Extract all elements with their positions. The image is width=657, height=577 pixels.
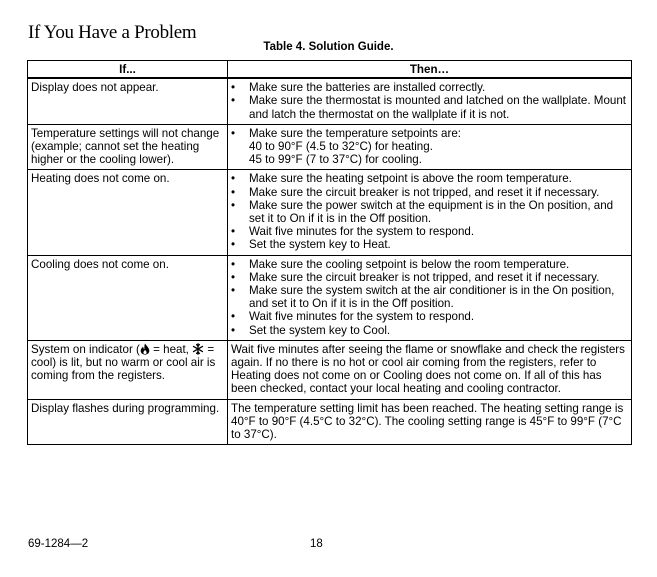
bullet-item [231, 199, 628, 225]
table-row [28, 170, 632, 255]
bullet-item [231, 127, 628, 140]
if-text-heat: = heat, [149, 342, 193, 356]
bullet-dot: • [231, 238, 236, 252]
table-row [28, 340, 632, 399]
bullet-text: Make sure the cooling setpoint is below the room temperature. [249, 257, 570, 271]
flame-icon [140, 343, 150, 355]
bullet-item [231, 284, 628, 310]
bullet-text: Wait five minutes for the system to respond. [249, 310, 475, 324]
bullet-dot: • [231, 185, 236, 199]
bullet-item [231, 172, 628, 185]
bullet-item [231, 81, 628, 94]
table-row [28, 124, 632, 170]
then-cell: Wait five minutes after seeing the flame or snowflake and check the registers again. If no there is no hot or cool air coming from the registers, refer to Heating does not come on or Cooling does not come on. If all of this has been checked, contact your local heating and cooling contractor. [228, 340, 632, 399]
table-row [28, 399, 632, 445]
bullet-text: Set the system key to Cool. [249, 323, 391, 337]
if-cell: Temperature settings will not change (example; cannot set the heating higher or the cooling lower). [28, 124, 228, 170]
bullet-list [231, 172, 628, 251]
bullet-text: Make sure the system switch at the air conditioner is in the On position, and set it to On if it is in the Off position. [249, 284, 615, 311]
then-cell [228, 255, 632, 340]
then-cell: The temperature setting limit has been reached. The heating setting range is 40°F to 90°F (4.5°C to 32°C). The cooling setting range is 45°F to 99°F (7°C to 37°C). [228, 399, 632, 445]
if-cell: Display does not appear. [28, 78, 228, 124]
bullet-dot: • [231, 81, 236, 95]
document-number: 69-1284—2 [28, 538, 89, 550]
bullet-item [231, 310, 628, 323]
header-if: If... [28, 61, 228, 79]
bullet-dot: • [231, 310, 236, 324]
bullet-item [231, 238, 628, 251]
bullet-text: Make sure the heating setpoint is above the room temperature. [249, 172, 572, 186]
bullet-text: Wait five minutes for the system to respond. [249, 225, 475, 239]
bullet-list [231, 81, 628, 121]
solution-guide-table [27, 60, 632, 445]
if-cell: Cooling does not come on. [28, 255, 228, 340]
table-row [28, 78, 632, 124]
bullet-text: Make sure the temperature setpoints are: [249, 126, 462, 140]
bullet-dot: • [231, 323, 236, 337]
then-cell [228, 170, 632, 255]
snowflake-icon [192, 343, 204, 355]
bullet-dot: • [231, 126, 236, 140]
bullet-dot: • [231, 270, 236, 284]
bullet-item [231, 324, 628, 337]
bullet-text: Make sure the thermostat is mounted and latched on the wallplate. Mount and latch the thermostat on the wallplate if it is not. [249, 94, 627, 121]
if-cell: Heating does not come on. [28, 170, 228, 255]
if-cell [28, 340, 228, 399]
bullet-text: 40 to 90°F (4.5 to 32°C) for heating. [249, 140, 433, 154]
bullet-text: Make sure the power switch at the equipment is in the On position, and set it to On if it is in the Off position. [249, 198, 614, 226]
table-caption: Table 4. Solution Guide. [263, 41, 394, 53]
then-cell [228, 78, 632, 124]
section-title: If You Have a Problem [28, 22, 197, 43]
bullet-text: Make sure the batteries are installed correctly. [249, 81, 486, 95]
bullet-item [231, 225, 628, 238]
bullet-dot: • [231, 198, 236, 212]
bullet-continuation [231, 153, 628, 166]
bullet-item [231, 271, 628, 284]
bullet-item [231, 258, 628, 271]
bullet-item [231, 186, 628, 199]
bullet-text: Make sure the circuit breaker is not tripped, and reset it if necessary. [249, 270, 600, 284]
if-text-prefix: System on indicator ( [31, 342, 140, 356]
then-cell [228, 124, 632, 170]
header-then: Then… [228, 61, 632, 79]
bullet-dot: • [231, 172, 236, 186]
bullet-continuation [231, 140, 628, 153]
if-text-cool: = cool) is lit, but no warm or cool air is coming from the registers. [31, 342, 216, 383]
bullet-dot: • [231, 284, 236, 298]
bullet-dot: • [231, 94, 236, 108]
bullet-text: 45 to 99°F (7 to 37°C) for cooling. [249, 153, 422, 167]
bullet-dot: • [231, 257, 236, 271]
bullet-item [231, 94, 628, 120]
if-cell: Display flashes during programming. [28, 399, 228, 445]
table-row [28, 255, 632, 340]
bullet-list [231, 258, 628, 337]
bullet-text: Set the system key to Heat. [249, 238, 391, 252]
bullet-dot: • [231, 225, 236, 239]
bullet-text: Make sure the circuit breaker is not tripped, and reset it if necessary. [249, 185, 600, 199]
table-header-row [28, 61, 632, 79]
bullet-list [231, 127, 628, 167]
page-number: 18 [310, 538, 323, 550]
